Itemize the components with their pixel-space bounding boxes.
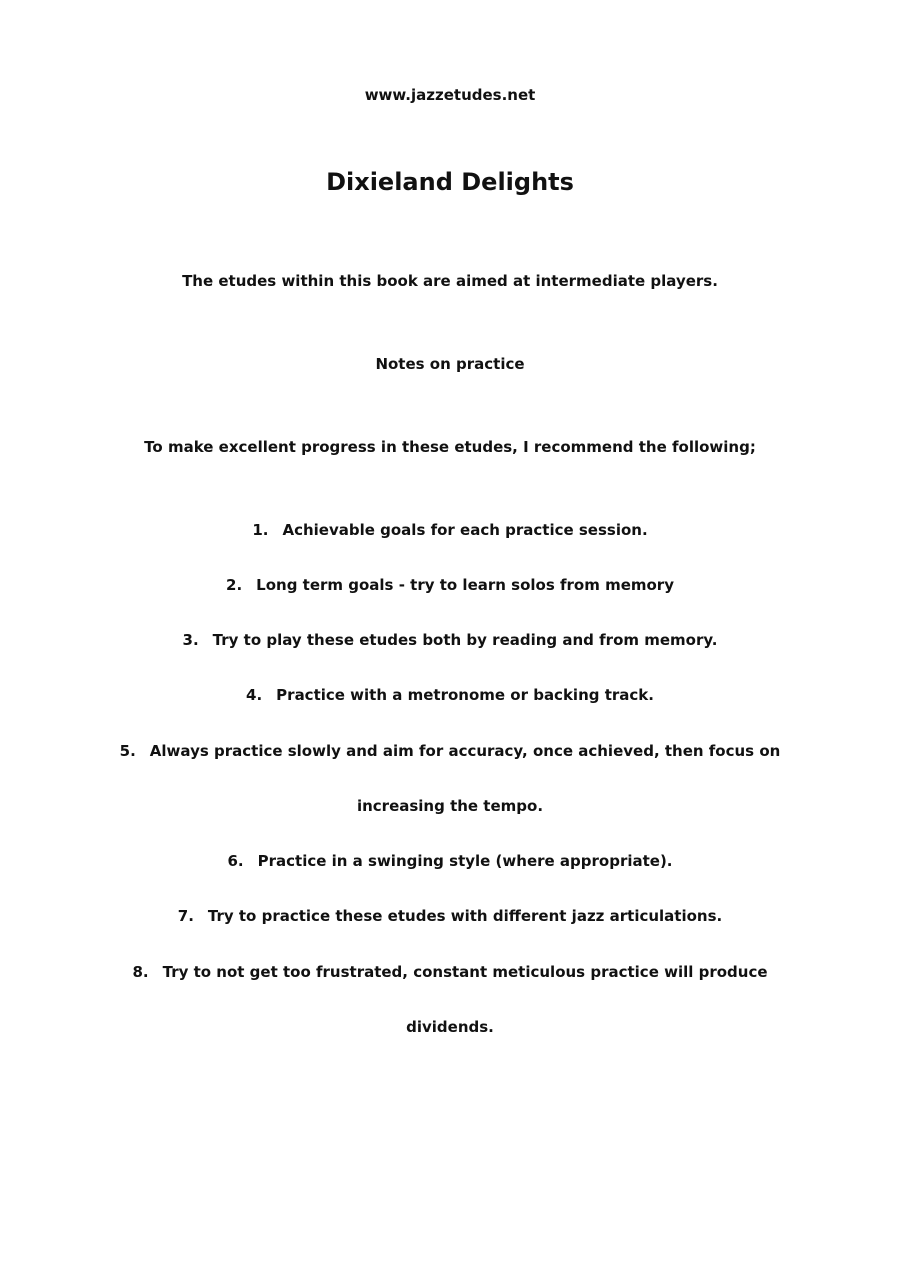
list-item-number: 3. [182, 631, 199, 649]
list-item-text: Achievable goals for each practice session. [282, 521, 648, 539]
recommend-text: To make excellent progress in these etudes, I recommend the following; [144, 438, 756, 456]
list-item-text: Try to practice these etudes with different jazz articulations. [207, 907, 723, 925]
intro-text: The etudes within this book are aimed at intermediate players. [182, 272, 718, 290]
list-item [0, 631, 900, 649]
list-item [0, 742, 900, 760]
list-item-number: 1. [252, 521, 269, 539]
list-item [0, 521, 900, 539]
list-item-number: 4. [246, 686, 263, 704]
list-item-text: Try to not get too frustrated, constant meticulous practice will produce [162, 963, 768, 981]
list-item [0, 852, 900, 870]
list-item-text: Try to play these etudes both by reading and from memory. [212, 631, 718, 649]
list-item-continuation: increasing the tempo. [356, 797, 544, 815]
list-item-text: Practice with a metronome or backing track. [276, 686, 654, 704]
list-item [0, 576, 900, 594]
list-item-number: 8. [132, 963, 149, 981]
page-title: Dixieland Delights [326, 168, 574, 196]
list-item-number: 7. [177, 907, 194, 925]
list-item [0, 907, 900, 925]
list-item-number: 2. [226, 576, 243, 594]
list-item [0, 963, 900, 981]
list-item-number: 5. [119, 742, 136, 760]
list-item-text: Practice in a swinging style (where appropriate). [257, 852, 673, 870]
list-item-continuation: dividends. [406, 1018, 494, 1036]
website-url: www.jazzetudes.net [364, 86, 536, 104]
list-item [0, 686, 900, 704]
notes-heading: Notes on practice [375, 355, 525, 373]
list-item-text: Long term goals - try to learn solos from memory [256, 576, 674, 594]
list-item-number: 6. [227, 852, 244, 870]
list-item-text: Always practice slowly and aim for accuracy, once achieved, then focus on [149, 742, 781, 760]
